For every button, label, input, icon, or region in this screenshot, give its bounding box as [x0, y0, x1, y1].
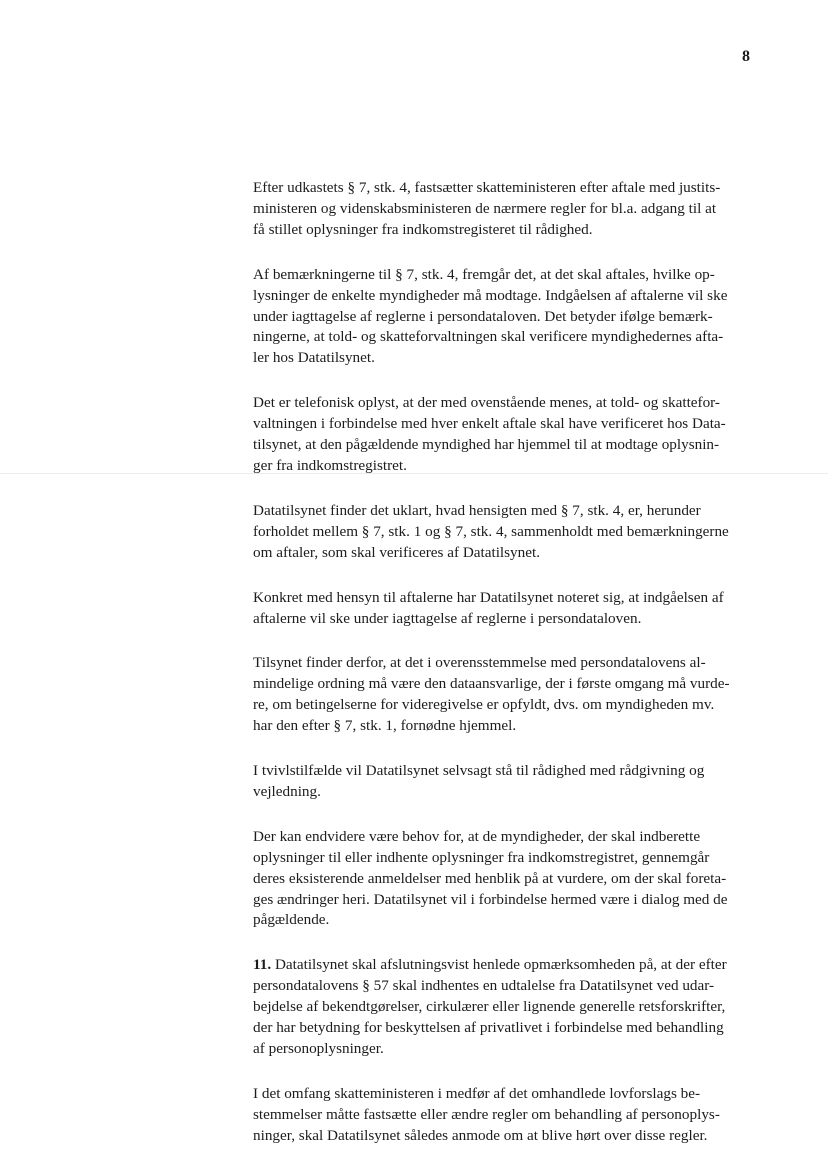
text-line: ges ændringer heri. Datatilsynet vil i forbindelse hermed være i dialog med de — [253, 890, 728, 908]
text-line: Det er telefonisk oplyst, at der med ovenstående menes, at told- og skattefor- — [253, 394, 720, 412]
text-line: ler hos Datatilsynet. — [253, 349, 375, 367]
text-line: oplysninger til eller indhente oplysninger fra indkomstregistret, gennemgår — [253, 848, 710, 866]
text-line: stemmelser måtte fastsætte eller ændre regler om behandling af personoplys- — [253, 1105, 720, 1123]
page-number: 8 — [742, 48, 750, 65]
text-line: ninger, skal Datatilsynet således anmode om at blive hørt over disse regler. — [253, 1126, 708, 1144]
paragraph — [253, 588, 768, 630]
text-line: Af bemærkningerne til § 7, stk. 4, fremgår det, at det skal aftales, hvilke op- — [253, 265, 715, 283]
text-line: få stillet oplysninger fra indkomstregisteret til rådighed. — [253, 220, 593, 238]
text-line: I det omfang skatteministeren i medfør af det omhandlede lovforslags be- — [253, 1084, 701, 1102]
text-line: re, om betingelserne for videregivelse er opfyldt, dvs. om myndigheden mv. — [253, 696, 715, 714]
paragraph — [253, 501, 768, 564]
text-line: pågældende. — [253, 911, 330, 929]
paragraph — [253, 393, 768, 477]
text-line: deres eksisterende anmeldelser med henblik på at vurdere, om der skal foreta- — [253, 869, 727, 887]
text-line: persondatalovens § 57 skal indhentes en udtalelse fra Datatilsynet ved udar- — [253, 977, 715, 995]
text-line: ningerne, at told- og skatteforvaltningen skal verificere myndighedernes afta- — [253, 328, 724, 346]
text-line: Der kan endvidere være behov for, at de myndigheder, der skal indberette — [253, 827, 701, 845]
text-line: om aftaler, som skal verificeres af Datatilsynet. — [253, 543, 540, 561]
text-line — [253, 955, 768, 976]
text-line: forholdet mellem § 7, stk. 1 og § 7, stk. 4, sammenholdt med bemærkningerne — [253, 522, 729, 540]
text-line: valtningen i forbindelse med hver enkelt aftale skal have verificeret hos Data- — [253, 415, 726, 433]
paragraph — [253, 761, 768, 803]
text-line: vejledning. — [253, 782, 321, 800]
document-body — [253, 178, 768, 1171]
paragraph — [253, 1084, 768, 1147]
text-line: af personoplysninger. — [253, 1040, 384, 1057]
paragraph — [253, 178, 768, 241]
paragraph — [253, 265, 768, 370]
text-line: tilsynet, at den pågældende myndighed har hjemmel til at modtage oplysnin- — [253, 436, 720, 454]
text-line: Tilsynet finder derfor, at det i overensstemmelse med persondatalovens al- — [253, 654, 706, 672]
text-line: under iagttagelse af reglerne i persondataloven. Det betyder ifølge bemærk- — [253, 307, 713, 325]
text-line: aftalerne vil ske under iagttagelse af reglerne i persondataloven. — [253, 609, 642, 627]
text-line: mindelige ordning må være den dataansvarlige, der i første omgang må vurde- — [253, 675, 730, 693]
text-line: Datatilsynet finder det uklart, hvad hensigten med § 7, stk. 4, er, herunder — [253, 501, 701, 519]
text-line: I tvivlstilfælde vil Datatilsynet selvsagt stå til rådighed med rådgivning og — [253, 762, 705, 780]
paragraph — [253, 653, 768, 737]
section-number: 11. — [253, 956, 272, 974]
text-line: Konkret med hensyn til aftalerne har Datatilsynet noteret sig, at indgåelsen af — [253, 588, 724, 606]
text-line: ministeren og videnskabsministeren de nærmere regler for bl.a. adgang til at — [253, 199, 717, 217]
text-line: der har betydning for beskyttelsen af privatlivet i forbindelse med behandling — [253, 1019, 724, 1037]
paragraph — [253, 955, 768, 1060]
text-line: ger fra indkomstregistret. — [253, 456, 407, 474]
text-line: lysninger de enkelte myndigheder må modtage. Indgåelsen af aftalerne vil ske — [253, 286, 728, 304]
text-line-content: Datatilsynet skal afslutningsvist henlede opmærksomheden på, at der efter — [271, 956, 727, 974]
text-line: Efter udkastets § 7, stk. 4, fastsætter skatteministeren efter aftale med justits- — [253, 179, 721, 196]
paragraph — [253, 827, 768, 932]
text-line: bejdelse af bekendtgørelser, cirkulærer eller lignende generelle retsforskrifter, — [253, 998, 726, 1016]
text-line: har den efter § 7, stk. 1, fornødne hjemmel. — [253, 717, 517, 735]
